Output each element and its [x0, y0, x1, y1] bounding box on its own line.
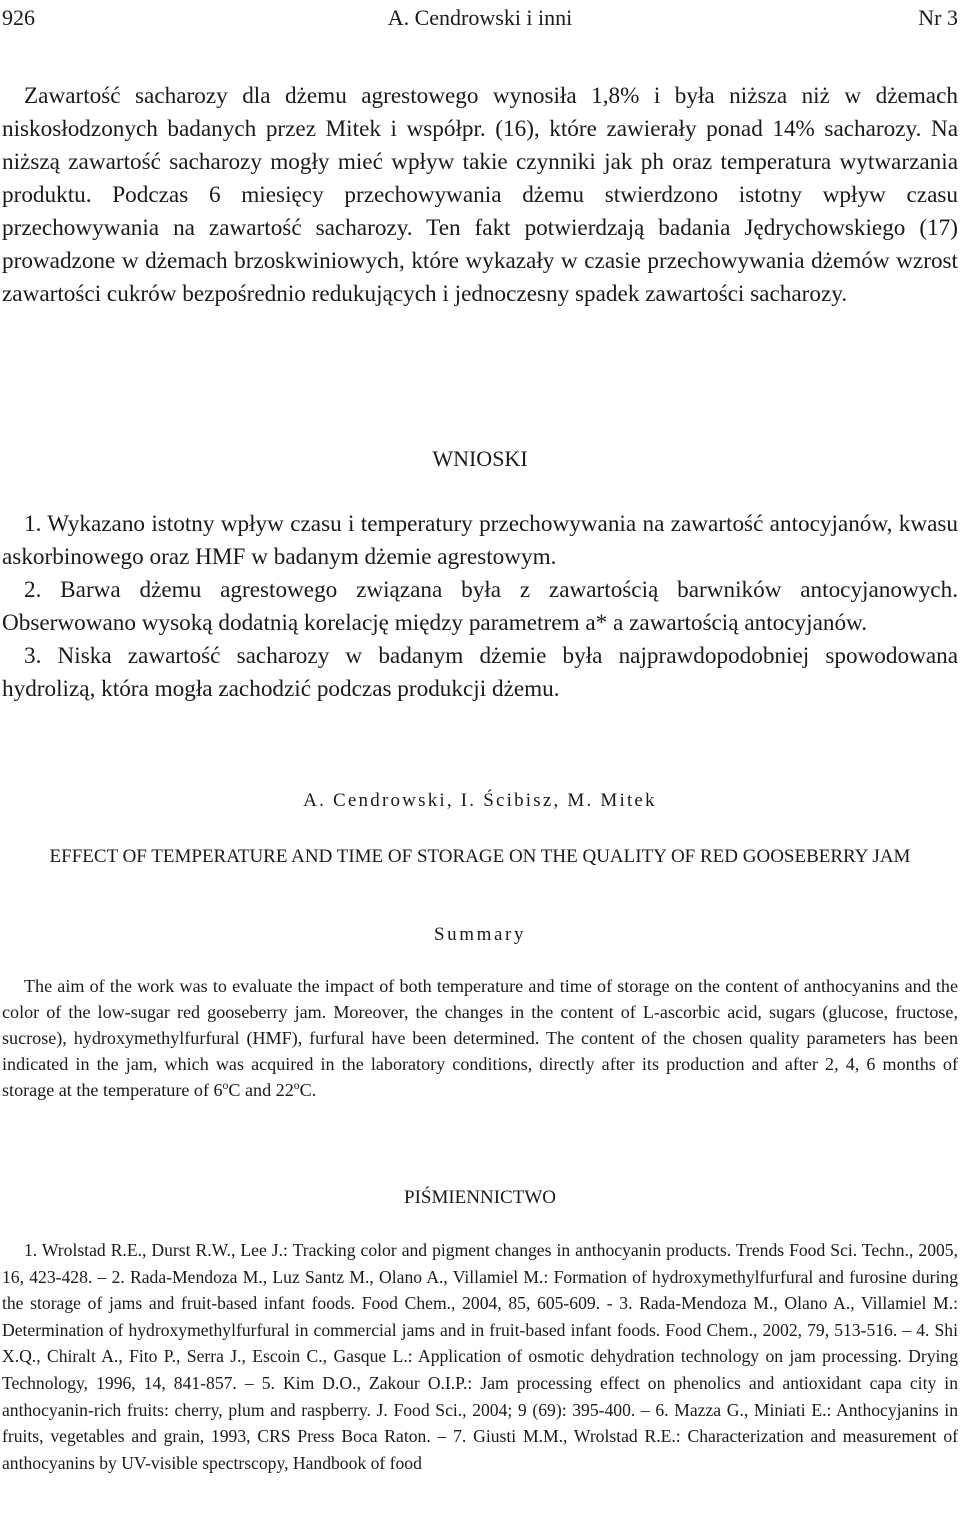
summary-section [2, 973, 958, 1103]
conclusions-heading: WNIOSKI [432, 446, 528, 471]
conclusion-item: 2. Barwa dżemu agrestowego związana była z zawartością barwników antocyjanowych. Obserwowano wysoką dodatnią korelację między parametrem a* a zawartością antocyjanów. [2, 577, 958, 636]
summary-heading: Summary [433, 924, 527, 945]
references-section [2, 1237, 958, 1476]
discussion-paragraph: Zawartość sacharozy dla dżemu agrestowego wynosiła 1,8% i była niższa niż w dżemach niskosłodzonych badanych przez Mitek i współpr. (16), które zawierały ponad 14% sacharozy. Na niższą zawartość sacharozy mogły mieć wpływ takie czynniki jak ph oraz temperatura wytwarzania produktu. Podczas 6 miesięcy przechowywania dżemu stwierdzono istotny wpływ czasu przechowywania na zawartość sacharozy. Ten fakt potwierdzają badania Jędrychowskiego (17) prowadzone w dżemach brzoskwiniowych, które wykazały w czasie przechowywania dżemów wzrost zawartości cukrów bezpośrednio redukujących i jednoczesny spadek zawartości sacharozy. [2, 83, 958, 307]
issue-number: Nr 3 [918, 5, 958, 30]
references-list: 1. Wrolstad R.E., Durst R.W., Lee J.: Tracking color and pigment changes in anthocyanin products. Trends Food Sci. Techn., 2005, 16, 423-428. – 2. Rada-Mendoza M., Luz Santz M., Olano A., Villamiel M.: Formation of hydroxymethylfurfural and furosine during the storage of jams and fruit-based infant foods. Food Chem., 2004, 85, 605-609. - 3. Rada-Mendoza M., Olano A., Villamiel M.: Determination of hydroxymethylfurfural in commercial jams and in fruit-based infant foods. Food Chem., 2002, 79, 513-516. – 4. Shi X.Q., Chiralt A., Fito P., Serra J., Escoin C., Gasque L.: Application of osmotic dehydration technology on jam processing. Drying Technology, 1996, 14, 841-857. – 5. Kim D.O., Zakour O.I.P.: Jam processing effect on phenolics and antioxidant capa city in anthocyanin-rich fruits: cherry, plum and raspberry. J. Food Sci., 2004; 9 (69): 395-400. – 6. Mazza G., Miniati E.: Anthocyjanins in fruits, vegetables and grain, 1993, CRS Press Boca Raton. – 7. Giusti M.M., Wrolstad R.E.: Characterization and measurement of anthocyanins by UV-visible spectrscopy, Handbook of food [2, 1240, 958, 1473]
running-header [2, 2, 958, 34]
english-title: EFFECT OF TEMPERATURE AND TIME OF STORAGE ON THE QUALITY OF RED GOOSEBERRY JAM [49, 846, 911, 867]
degree-superscript: o [293, 1078, 300, 1092]
conclusion-item: 1. Wykazano istotny wpływ czasu i temperatury przechowywania na zawartość antocyjanów, kwasu askorbinowego oraz HMF w badanym dżemie agrestowym. [2, 511, 958, 570]
summary-paragraph [2, 973, 958, 1103]
references-heading: PIŚMIENNICTWO [404, 1187, 556, 1208]
page-number: 926 [2, 5, 35, 30]
discussion-section [2, 80, 958, 311]
summary-text-mid: C and 22 [228, 1080, 294, 1100]
conclusion-item: 3. Niska zawartość sacharozy w badanym dżemie była najprawdopodobniej spowodowana hydrolizą, która mogła zachodzić podczas produkcji dżemu. [2, 643, 958, 702]
summary-text-main: The aim of the work was to evaluate the impact of both temperature and time of storage on the content of anthocyanins and the color of the low-sugar red gooseberry jam. Moreover, the changes in the content of L-ascorbic acid, sugars (glucose, fructose, sucrose), hydroxymethylfurfural (HMF), furfural have been determined. The content of the chosen quality parameters has been indicated in the jam, which was acquired in the laboratory conditions, directly after its production and after 2, 4, 6 months of storage at the temperature of 6 [2, 976, 958, 1100]
conclusions-list [2, 508, 958, 706]
running-authors: A. Cendrowski i inni [387, 5, 573, 30]
degree-superscript: o [222, 1078, 229, 1092]
summary-authors: A. Cendrowski, I. Ścibisz, M. Mitek [303, 790, 657, 811]
summary-text-end: C. [299, 1080, 317, 1100]
